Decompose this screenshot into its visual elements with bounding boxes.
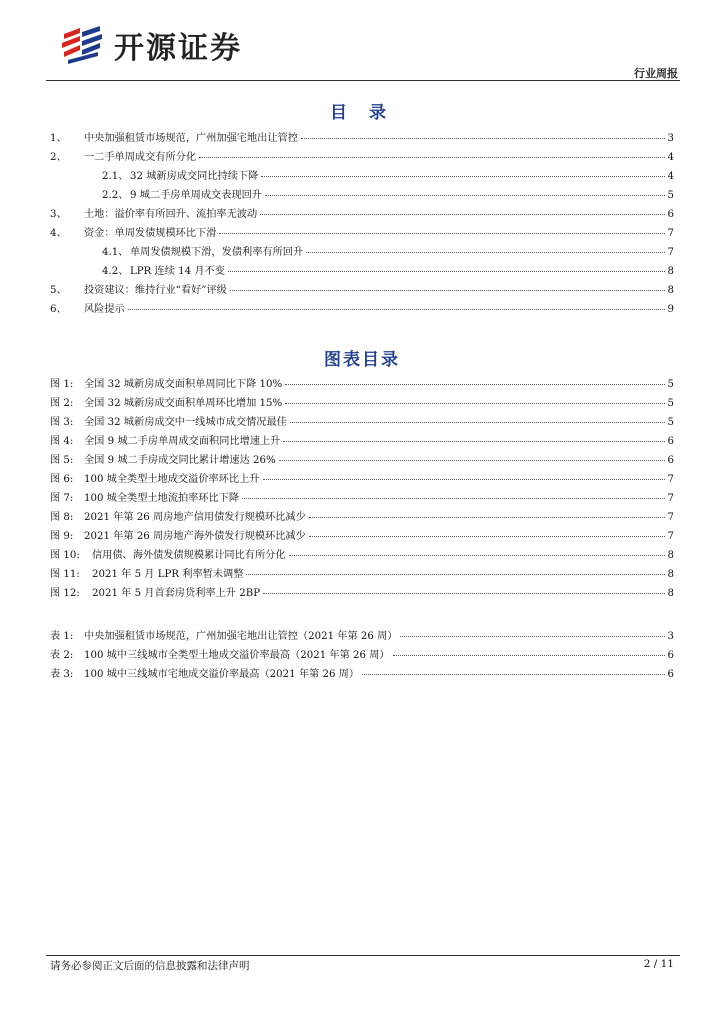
dot-leader xyxy=(228,270,665,272)
entry-number: 图 6: xyxy=(50,474,74,485)
kaiyuan-logo-icon xyxy=(58,24,112,66)
tbl-entry[interactable] xyxy=(50,665,674,684)
dot-leader xyxy=(289,554,665,556)
entry-number: 图 1: xyxy=(50,379,74,390)
entry-page: 8 xyxy=(667,569,674,580)
entry-page: 3 xyxy=(667,631,674,642)
entry-number: 表 1: xyxy=(50,631,74,642)
entry-page: 3 xyxy=(667,133,674,144)
entry-page: 9 xyxy=(667,304,674,315)
dot-leader xyxy=(290,421,665,423)
entry-number: 2.2、 xyxy=(102,190,129,201)
fig-entry[interactable] xyxy=(50,394,674,413)
entry-title: 2021 年 5 月首套房贷利率上升 2BP xyxy=(92,588,261,599)
toc-entry[interactable] xyxy=(50,167,674,186)
figures-list xyxy=(50,375,674,603)
entry-page: 6 xyxy=(667,209,674,220)
entry-title: 风险提示 xyxy=(84,304,125,315)
entry-title: 32 城新房成交同比持续下降 xyxy=(130,171,259,182)
entry-title: 2021 年第 26 周房地产海外债发行规模环比减少 xyxy=(84,531,306,542)
toc-entry[interactable] xyxy=(50,281,674,300)
entry-page: 7 xyxy=(667,474,674,485)
fig-entry[interactable] xyxy=(50,489,674,508)
entry-title: 100 城中三线城市宅地成交溢价率最高（2021 年第 26 周） xyxy=(84,669,360,680)
dot-leader xyxy=(219,232,664,234)
entry-number: 图 11: xyxy=(50,569,80,580)
entry-title: 土地：溢价率有所回升、流拍率无波动 xyxy=(84,209,258,220)
fig-entry[interactable] xyxy=(50,565,674,584)
entry-title: 全国 32 城新房成交面积单周同比下降 10% xyxy=(84,379,283,390)
entry-page: 8 xyxy=(667,266,674,277)
dot-leader xyxy=(261,175,664,177)
entry-number: 2.1、 xyxy=(102,171,129,182)
entry-page: 5 xyxy=(667,190,674,201)
toc-entry[interactable] xyxy=(50,243,674,262)
tbl-entry[interactable] xyxy=(50,646,674,665)
entry-page: 8 xyxy=(667,285,674,296)
entry-title: 100 城中三线城市全类型土地成交溢价率最高（2021 年第 26 周） xyxy=(84,650,390,661)
entry-title: 9 城二手房单周成交表现回升 xyxy=(130,190,262,201)
fig-entry[interactable] xyxy=(50,375,674,394)
entry-number: 图 2: xyxy=(50,398,74,409)
entry-number: 图 10: xyxy=(50,550,80,561)
toc-list xyxy=(50,129,674,319)
header-divider xyxy=(46,80,680,81)
dot-leader xyxy=(393,654,665,656)
toc-entry[interactable] xyxy=(50,129,674,148)
report-type: 行业周报 xyxy=(634,67,678,80)
entry-page: 5 xyxy=(667,417,674,428)
entry-title: 投资建议：维持行业“看好”评级 xyxy=(84,285,227,296)
dot-leader xyxy=(263,478,665,480)
entry-page: 5 xyxy=(667,398,674,409)
entry-number: 4、 xyxy=(50,228,67,239)
entry-title: 2021 年第 26 周房地产信用债发行规模环比减少 xyxy=(84,512,306,523)
dot-leader xyxy=(400,635,664,637)
entry-number: 1、 xyxy=(50,133,67,144)
figures-toc-title: 图表目录 xyxy=(324,350,400,370)
dot-leader xyxy=(230,289,665,291)
toc-entry[interactable] xyxy=(50,300,674,319)
dot-leader xyxy=(242,497,664,499)
entry-number: 6、 xyxy=(50,304,67,315)
entry-title: 信用债、海外债发债规模累计同比有所分化 xyxy=(92,550,286,561)
entry-page: 8 xyxy=(667,550,674,561)
fig-entry[interactable] xyxy=(50,432,674,451)
fig-entry[interactable] xyxy=(50,508,674,527)
fig-entry[interactable] xyxy=(50,470,674,489)
brand-name: 开源证券 xyxy=(114,31,242,66)
fig-entry[interactable] xyxy=(50,527,674,546)
entry-page: 6 xyxy=(667,669,674,680)
entry-title: 100 城全类型土地成交溢价率环比上升 xyxy=(84,474,260,485)
entry-number: 图 3: xyxy=(50,417,74,428)
entry-page: 4 xyxy=(667,152,674,163)
tables-list xyxy=(50,627,674,684)
dot-leader xyxy=(309,516,665,518)
entry-page: 6 xyxy=(667,436,674,447)
dot-leader xyxy=(285,402,664,404)
entry-number: 图 8: xyxy=(50,512,74,523)
footer-divider xyxy=(46,955,680,956)
entry-title: 中央加强租赁市场规范，广州加强宅地出让管控（2021 年第 26 周） xyxy=(84,631,398,642)
brand-logo xyxy=(58,24,242,66)
dot-leader xyxy=(301,137,665,139)
dot-leader xyxy=(246,573,664,575)
entry-title: 全国 9 城二手房单周成交面积同比增速上升 xyxy=(84,436,281,447)
entry-page: 7 xyxy=(667,247,674,258)
entry-title: 资金：单周发债规模环比下滑 xyxy=(84,228,217,239)
dot-leader xyxy=(265,194,665,196)
entry-page: 7 xyxy=(667,493,674,504)
entry-page: 5 xyxy=(667,379,674,390)
fig-entry[interactable] xyxy=(50,546,674,565)
entry-number: 图 4: xyxy=(50,436,74,447)
dot-leader xyxy=(263,592,664,594)
entry-page: 8 xyxy=(667,588,674,599)
toc-entry[interactable] xyxy=(50,262,674,281)
dot-leader xyxy=(362,673,664,675)
entry-number: 图 9: xyxy=(50,531,74,542)
dot-leader xyxy=(283,440,664,442)
entry-number: 5、 xyxy=(50,285,67,296)
entry-page: 4 xyxy=(667,171,674,182)
entry-title: 全国 9 城二手房成交同比累计增速达 26% xyxy=(84,455,276,466)
entry-page: 7 xyxy=(667,531,674,542)
dot-leader xyxy=(128,308,665,310)
entry-title: LPR 连续 14 月不变 xyxy=(130,266,225,277)
entry-title: 中央加强租赁市场规范，广州加强宅地出让管控 xyxy=(84,133,298,144)
dot-leader xyxy=(285,383,664,385)
fig-entry[interactable] xyxy=(50,584,674,603)
entry-number: 图 12: xyxy=(50,588,80,599)
entry-number: 4.2、 xyxy=(102,266,129,277)
dot-leader xyxy=(309,535,665,537)
entry-number: 4.1、 xyxy=(102,247,129,258)
toc-entry[interactable] xyxy=(50,186,674,205)
fig-entry[interactable] xyxy=(50,451,674,470)
dot-leader xyxy=(279,459,665,461)
dot-leader xyxy=(306,251,664,253)
entry-number: 表 3: xyxy=(50,669,74,680)
fig-entry[interactable] xyxy=(50,413,674,432)
entry-title: 100 城全类型土地流拍率环比下降 xyxy=(84,493,240,504)
entry-number: 2、 xyxy=(50,152,67,163)
footer-disclaimer: 请务必参阅正文后面的信息披露和法律声明 xyxy=(50,960,250,972)
dot-leader xyxy=(260,213,664,215)
entry-title: 一二手单周成交有所分化 xyxy=(84,152,197,163)
toc-entry[interactable] xyxy=(50,205,674,224)
entry-page: 6 xyxy=(667,455,674,466)
toc-title: 目 录 xyxy=(330,103,394,123)
entry-number: 3、 xyxy=(50,209,67,220)
entry-title: 单周发债规模下滑，发债利率有所回升 xyxy=(130,247,304,258)
dot-leader xyxy=(199,156,664,158)
entry-title: 全国 32 城新房成交中一线城市成交情况最佳 xyxy=(84,417,287,428)
entry-title: 2021 年 5 月 LPR 利率暂未调整 xyxy=(92,569,244,580)
entry-number: 表 2: xyxy=(50,650,74,661)
tbl-entry[interactable] xyxy=(50,627,674,646)
entry-number: 图 7: xyxy=(50,493,74,504)
toc-entry[interactable] xyxy=(50,224,674,243)
entry-page: 6 xyxy=(667,650,674,661)
entry-page: 7 xyxy=(667,228,674,239)
entry-number: 图 5: xyxy=(50,455,74,466)
page-number: 2 / 11 xyxy=(643,958,674,970)
entry-page: 7 xyxy=(667,512,674,523)
entry-title: 全国 32 城新房成交面积单周环比增加 15% xyxy=(84,398,283,409)
toc-entry[interactable] xyxy=(50,148,674,167)
